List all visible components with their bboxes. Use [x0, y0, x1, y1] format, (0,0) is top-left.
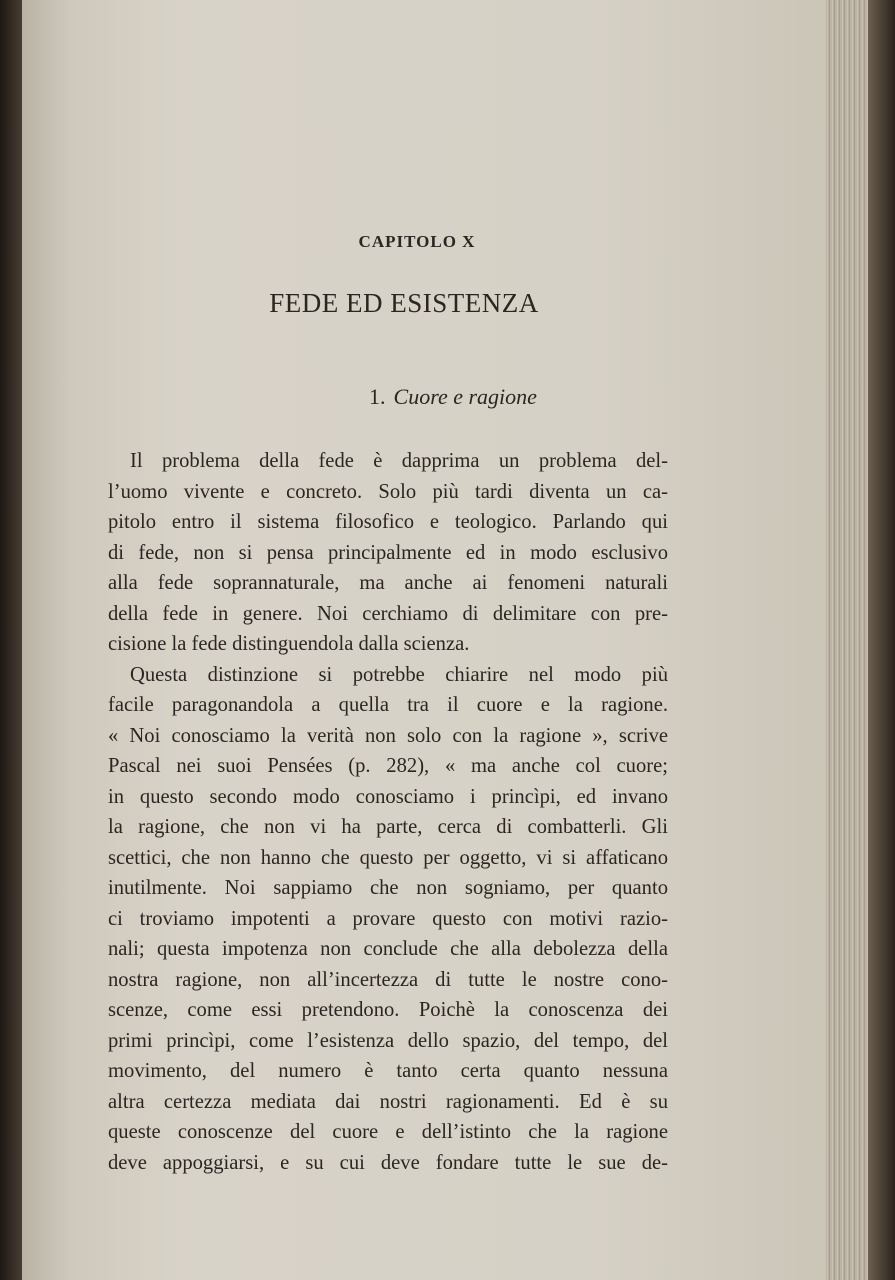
text-line: inutilmente. Noi sappiamo che non sogniamo, per quanto	[108, 877, 668, 899]
text-line: pitolo entro il sistema filosofico e teologico. Parlando qui	[108, 511, 668, 533]
text-line: nali; questa impotenza non conclude che alla debolezza della	[108, 938, 668, 960]
section-number: 1.	[369, 384, 386, 409]
text-line: primi princìpi, come l’esistenza dello spazio, del tempo, del	[108, 1029, 668, 1052]
text-line: Pascal nei suoi Pensées (p. 282), « ma anche col cuore;	[108, 755, 668, 777]
text-line: « Noi conosciamo la verità non solo con la ragione », scrive	[108, 724, 668, 747]
text-line: movimento, del numero è tanto certa quanto nessuna	[108, 1060, 668, 1082]
chapter-label: CAPITOLO X	[358, 232, 476, 251]
text-line: di fede, non si pensa principalmente ed in modo esclusivo	[108, 541, 668, 564]
section-heading	[108, 384, 668, 410]
text-line: cisione la fede distinguendola dalla scienza.	[108, 633, 470, 655]
text-line-content: Il problema della fede è dapprima un problema del-	[130, 450, 668, 472]
chapter-title: FEDE ED ESISTENZA	[269, 288, 539, 318]
text-line: facile paragonandola a quella tra il cuore e la ragione.	[108, 694, 668, 716]
text-line: della fede in genere. Noi cerchiamo di delimitare con pre-	[108, 602, 668, 625]
text-line: queste conoscenze del cuore e dell’istinto che la ragione	[108, 1121, 668, 1143]
text-line: nostra ragione, non all’incertezza di tutte le nostre cono-	[108, 968, 668, 991]
text-line: in questo secondo modo conosciamo i princìpi, ed invano	[108, 785, 668, 808]
text-line: altra certezza mediata dai nostri ragionamenti. Ed è su	[108, 1090, 668, 1113]
text-line	[108, 446, 668, 477]
text-line: la ragione, che non vi ha parte, cerca di combatterli. Gli	[108, 816, 668, 838]
text-line-content: Questa distinzione si potrebbe chiarire nel modo più	[130, 663, 668, 686]
text-line: alla fede soprannaturale, ma anche ai fenomeni naturali	[108, 572, 668, 594]
text-line: deve appoggiarsi, e su cui deve fondare tutte le sue de-	[108, 1151, 668, 1174]
text-line: scenze, come essi pretendono. Poichè la conoscenza dei	[108, 999, 668, 1021]
text-line: l’uomo vivente e concreto. Solo più tardi diventa un ca-	[108, 480, 668, 503]
text-line: scettici, che non hanno che questo per oggetto, vi si affaticano	[108, 846, 668, 869]
text-line: ci troviamo impotenti a provare questo con motivi razio-	[108, 907, 668, 930]
section-title: Cuore e ragione	[393, 384, 537, 409]
page-edges	[826, 0, 895, 1280]
text-line	[108, 660, 668, 691]
body-text	[108, 446, 668, 1178]
